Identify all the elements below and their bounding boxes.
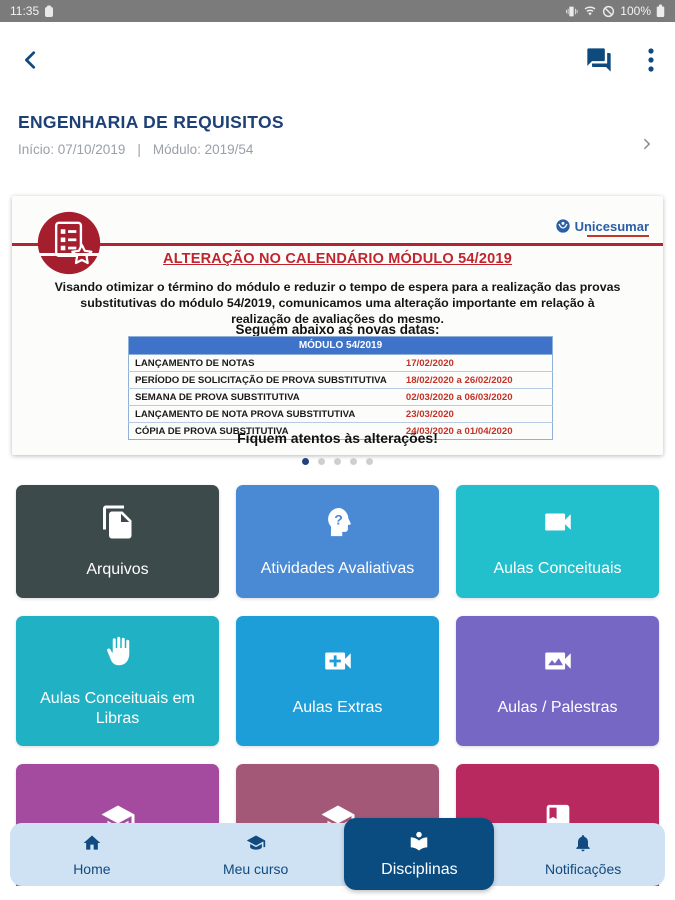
carousel-dot[interactable] [318,458,325,465]
clock: 11:35 [10,4,40,18]
svg-text:?: ? [333,511,343,528]
no-signal-icon [602,5,615,18]
page-title: ENGENHARIA DE REQUISITOS [18,112,284,132]
dates-table [128,336,553,440]
tile-aulas-conceituais-libras[interactable] [16,616,219,746]
nav-item-notificacoes[interactable] [501,823,665,886]
banner-heading: ALTERAÇÃO NO CALENDÁRIO MÓDULO 54/2019 [163,251,512,267]
chat-icon[interactable] [585,46,613,74]
carousel-dots [0,458,675,465]
divider: | [137,142,141,157]
tile-label: Arquivos [86,560,149,578]
app-bar [0,22,675,98]
bottom-margin [0,886,675,900]
tile-aulas-palestras[interactable] [456,616,659,746]
tile-label: Aulas Extras [292,699,383,716]
carousel-dot[interactable] [350,458,357,465]
tile-aulas-conceituais[interactable] [456,485,659,598]
status-bar [0,0,675,22]
wifi-icon [583,5,597,17]
battery-percent: 100% [620,4,651,18]
table-row: LANÇAMENTO DE NOTA PROVA SUBSTITUTIVA 23/03/2020 [129,406,553,423]
tile-arquivos[interactable] [16,485,219,598]
library-icon [408,830,430,857]
carousel-dot[interactable] [302,458,309,465]
tile-atividades-avaliativas[interactable] [236,485,439,598]
tile-label: Aulas Conceituais em Libras [40,690,195,727]
table-row: PERÍODO DE SOLICITAÇÃO DE PROVA SUBSTITUTIVA 18/02/2020 a 26/02/2020 [129,372,553,389]
bell-icon [573,833,593,856]
battery-icon [656,4,665,18]
brand-name: Unicesumar [574,218,649,234]
banner-body-text: Visando otimizar o término do módulo e reduzir o tempo de espera para a realização das provas substitutivas do módulo 54/2019, comunicamos uma alteração importante em relação à realização de avaliações do mesmo. [54,280,621,326]
nav-label: Disciplinas [381,860,458,878]
banner-dates-label: Seguem abaixo as novas datas: [235,322,440,337]
hand-icon [100,633,136,674]
course-module: Módulo: 2019/54 [152,142,254,157]
table-row: CÓPIA DE PROVA SUBSTITUTIVA 24/03/2020 a 01/04/2020 [129,423,553,440]
nav-item-meu-curso[interactable] [174,823,338,886]
tile-label: Aulas Conceituais [493,559,622,577]
banner-footer-text: Fiquem atentos às alterações! [237,430,438,446]
video-image-icon [541,644,575,683]
course-header[interactable] [0,104,675,176]
nav-label: Meu curso [222,860,289,877]
head-question-icon [321,505,355,544]
nav-label: Notificações [544,860,622,877]
carousel-dot[interactable] [334,458,341,465]
brand-tagline [587,235,649,237]
graduation-cap-icon [245,833,267,856]
back-button[interactable] [20,49,42,71]
notification-app-icon [44,5,54,18]
videocam-icon [541,505,575,544]
nav-label: Home [73,860,111,877]
table-row: SEMANA DE PROVA SUBSTITUTIVA 02/03/2020 a 06/03/2020 [129,389,553,406]
video-plus-icon [321,644,355,683]
chevron-right-icon[interactable] [640,134,653,159]
course-start-date: Início: 07/10/2019 [18,142,126,157]
table-row: LANÇAMENTO DE NOTAS 17/02/2020 [129,355,553,372]
nav-item-home[interactable] [10,823,174,886]
home-icon [82,833,102,856]
bottom-navigation [10,823,665,886]
tile-aulas-extras[interactable] [236,616,439,746]
vibrate-icon [565,5,578,18]
files-icon [100,504,136,545]
overflow-menu-icon[interactable] [647,46,655,74]
table-header: MÓDULO 54/2019 [129,337,553,355]
tile-label: Aulas / Palestras [497,699,618,716]
unicesumar-logo [555,218,649,234]
nav-item-disciplinas-active[interactable] [344,818,494,890]
announcement-banner[interactable] [12,196,663,455]
tile-label: Atividades Avaliativas [260,559,415,577]
banner-divider-line [12,243,663,246]
carousel-dot[interactable] [366,458,373,465]
